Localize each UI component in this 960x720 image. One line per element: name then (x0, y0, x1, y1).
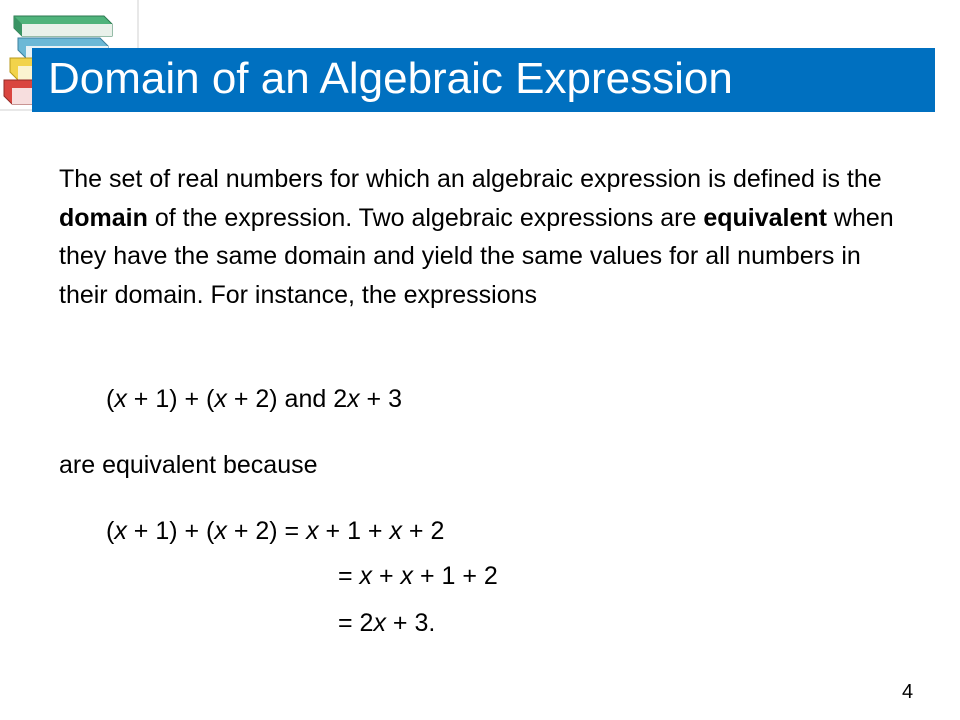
derivation-variable: x (306, 517, 319, 545)
example-part: + 3 (359, 385, 403, 413)
derivation-line-3 (338, 604, 435, 642)
page-number: 4 (902, 681, 914, 703)
definition-text-3: when they have the same domain and yield the same values for all numbers in their domain. For instance, the expressions (59, 203, 894, 309)
term-domain: domain (59, 203, 148, 232)
title-bar (32, 48, 935, 112)
definition-text-1: The set of real numbers for which an algebraic expression is defined is the (59, 165, 882, 193)
example-variable: x (347, 385, 360, 413)
definition-text-2: of the expression. Two algebraic expressions are (147, 203, 704, 232)
derivation-variable: x (359, 562, 373, 590)
derivation-part: + 3. (385, 609, 436, 637)
because-text: are equivalent because (59, 451, 318, 479)
derivation-line-1 (106, 512, 444, 550)
term-equivalent: equivalent (703, 203, 827, 232)
derivation-variable: x (114, 517, 127, 545)
derivation-part: = 2 (338, 609, 374, 637)
example-variable: x (114, 385, 127, 413)
example-variable: x (214, 385, 227, 413)
derivation-variable: x (389, 517, 402, 545)
derivation-line-2 (338, 557, 498, 595)
example-part: ( (106, 385, 115, 413)
derivation-part: = (338, 562, 360, 590)
derivation-variable: x (214, 517, 227, 545)
example-part: + 1) + ( (126, 385, 215, 413)
derivation-part: ( (106, 517, 115, 545)
example-part: + 2) and 2 (226, 385, 348, 413)
example-expressions (106, 380, 402, 418)
definition-paragraph (59, 160, 899, 314)
derivation-part: + (372, 562, 401, 590)
derivation-part: + 1) + ( (126, 517, 215, 545)
slide-title: Domain of an Algebraic Expression (48, 54, 733, 103)
derivation-part: + 1 + 2 (413, 562, 498, 590)
derivation-part: + 1 + (318, 517, 390, 545)
derivation-part: + 2) = (226, 517, 307, 545)
derivation-variable: x (373, 609, 386, 637)
derivation-part: + 2 (401, 517, 445, 545)
derivation-variable: x (400, 562, 414, 590)
